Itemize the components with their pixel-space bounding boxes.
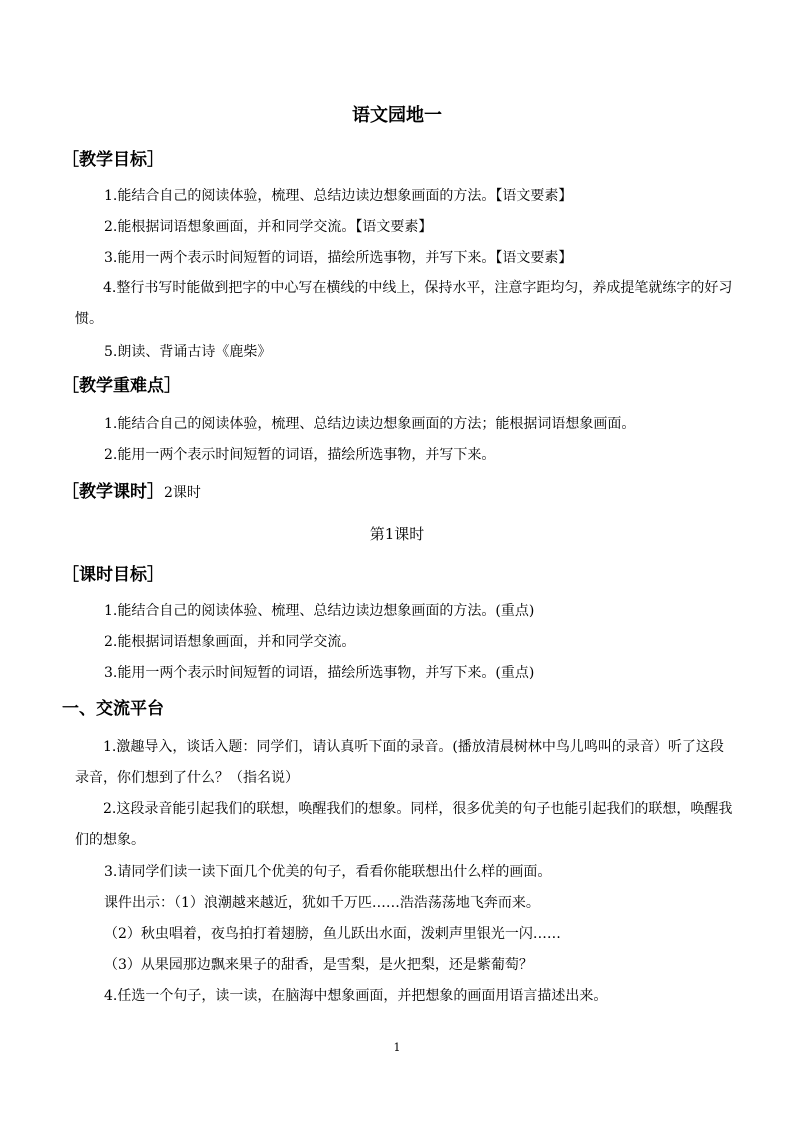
page-number: 1 (393, 1041, 401, 1054)
goal-item-4: 4.整行书写时能做到把字的中心写在横线的中线上，保持水平，注意字距均匀，养成提笔就练字的好习惯。 (75, 280, 733, 327)
part1-item-2: 2.这段录音能引起我们的联想，唤醒我们的想象。同样，很多优美的句子也能引起我们的联想，唤醒我们的想象。 (75, 801, 733, 848)
key-point-2: 2.能用一两个表示时间短暂的词语，描绘所选事物，并写下来。 (104, 447, 496, 463)
part1-item-3: 3.请同学们读一读下面几个优美的句子，看看你能联想出什么样的画面。 (104, 864, 552, 880)
hours-value: 2课时 (164, 485, 201, 501)
hours-row (62, 480, 201, 505)
part1-item-7: 4.任选一个句子，读一读，在脑海中想象画面，并把想象的画面用语言描述出来。 (104, 988, 608, 1004)
goal-item-3: 3.能用一两个表示时间短暂的词语，描绘所选事物，并写下来。【语文要素】 (104, 250, 573, 266)
part1-item-1: 1.激趣导入，谈话入题：同学们，请认真听下面的录音。(播放清晨树林中鸟儿鸣叫的录音）听了这段录音，你们想到了什么？（指名说） (75, 739, 724, 786)
lesson-goal-1: 1.能结合自己的阅读体验、梳理、总结边读边想象画面的方法。(重点) (104, 603, 535, 619)
goals-heading: ［教学目标］ (62, 150, 164, 170)
lesson-goal-3: 3.能用一两个表示时间短暂的词语，描绘所选事物，并写下来。(重点) (104, 665, 535, 681)
lesson-goal-2: 2.能根据词语想象画面，并和同学交流。 (104, 634, 356, 650)
goal-item-5: 5.朗读、背诵古诗《鹿柴》 (104, 344, 272, 360)
hours-heading: ［教学课时］ (62, 482, 164, 502)
part1-item-5: （2）秋虫唱着，夜鸟拍打着翅膀，鱼儿跃出水面，泼剌声里银光一闪…… (104, 926, 561, 942)
page-title: 语文园地一 (352, 105, 442, 126)
key-point-1: 1.能结合自己的阅读体验，梳理、总结边读边想象画面的方法；能根据词语想象画面。 (104, 416, 636, 432)
lesson-goals-heading: ［课时目标］ (62, 565, 164, 585)
part1-heading: 一、交流平台 (62, 699, 164, 719)
goal-item-2: 2.能根据词语想象画面，并和同学交流。【语文要素】 (104, 219, 433, 235)
part1-item-6: （3）从果园那边飘来果子的甜香，是雪梨，是火把梨，还是紫葡萄？ (104, 957, 533, 973)
lesson-title: 第1课时 (369, 525, 425, 543)
part1-item-4: 课件出示：（1）浪潮越来越近，犹如千万匹……浩浩荡荡地飞奔而来。 (104, 895, 540, 911)
key-points-heading: ［教学重难点］ (62, 376, 181, 396)
goal-item-1: 1.能结合自己的阅读体验，梳理、总结边读边想象画面的方法。【语文要素】 (104, 188, 573, 204)
